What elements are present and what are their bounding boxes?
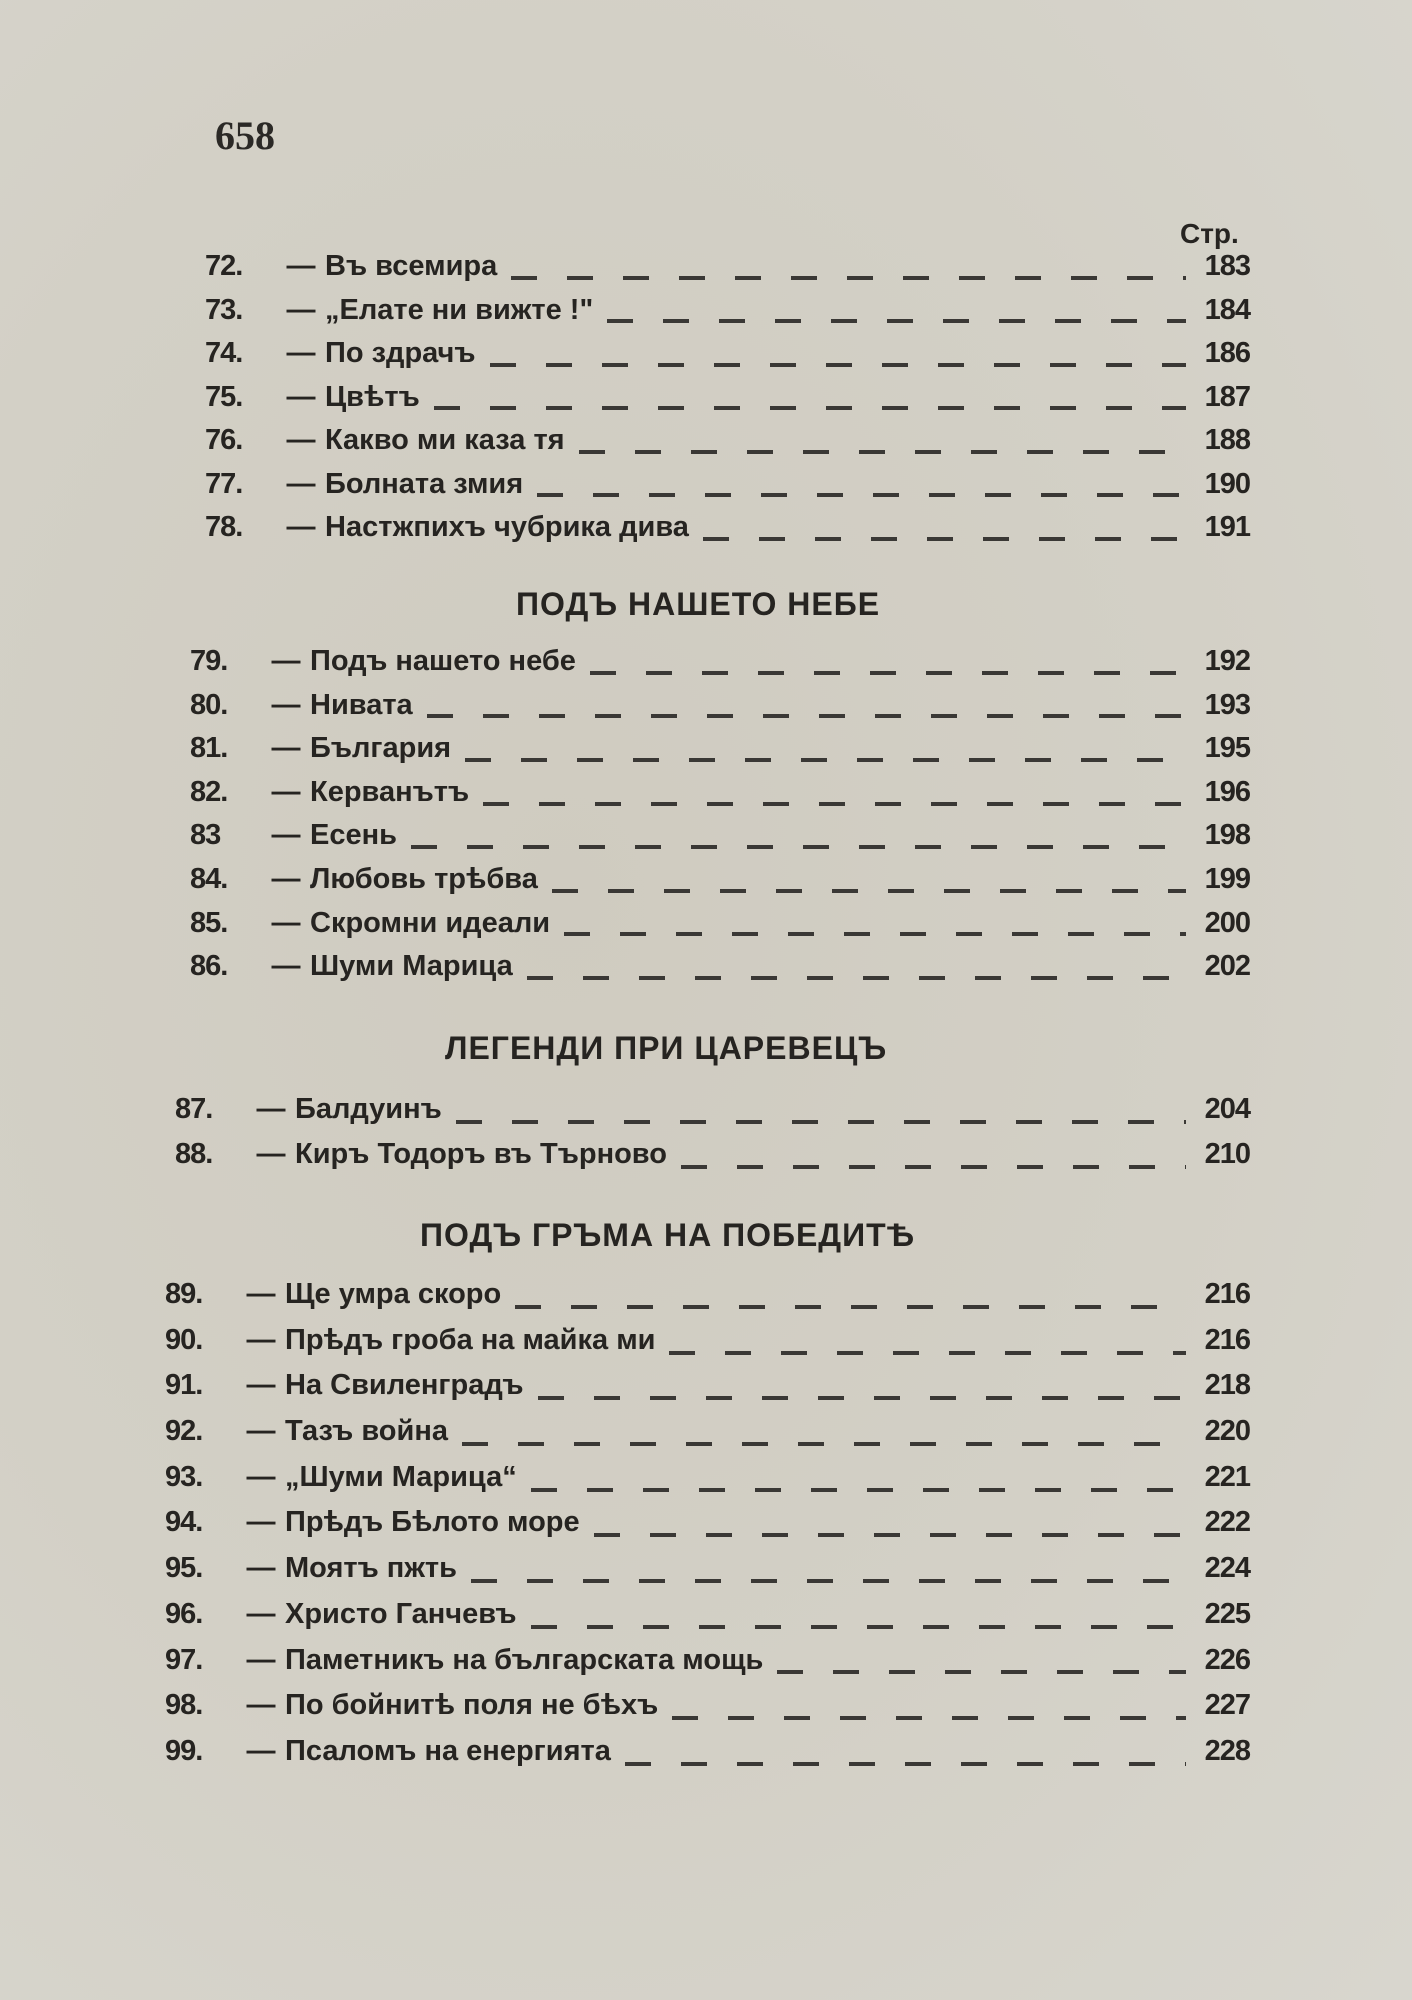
entry-page: 216: [1204, 1278, 1250, 1310]
dot-leader: [515, 1305, 1186, 1309]
dot-leader: [462, 1442, 1186, 1446]
entry-title: Прѣдъ гроба на майка ми: [285, 1323, 656, 1356]
dash-separator: —: [246, 1323, 276, 1356]
dot-leader: [483, 802, 1186, 806]
entry-title: „Елате ни вижте !": [325, 293, 594, 326]
entry-title: Настжпихъ чубрика дива: [325, 511, 689, 543]
dash-separator: —: [286, 337, 316, 369]
entry-title: Какво ми каза тя: [325, 424, 565, 456]
toc-entry: [175, 1093, 1250, 1138]
dot-leader: [537, 493, 1186, 497]
dash-separator: —: [286, 250, 316, 282]
entry-number: 80.: [190, 688, 228, 721]
toc-section: [165, 1278, 1250, 1781]
entry-page: 226: [1204, 1643, 1250, 1676]
entry-page: 193: [1204, 688, 1250, 721]
entry-number: 83: [190, 819, 221, 852]
entry-page: 210: [1204, 1138, 1250, 1170]
dash-separator: —: [286, 293, 316, 326]
entry-number: 95.: [165, 1552, 203, 1585]
entry-title: Тазъ война: [285, 1415, 448, 1448]
entry-number: 73.: [205, 293, 243, 326]
dash-separator: —: [271, 819, 301, 852]
entry-number: 90.: [165, 1323, 203, 1356]
toc-entry: [205, 250, 1250, 294]
toc-entry: [205, 294, 1250, 338]
page-column-label: Стр.: [1180, 218, 1239, 249]
dash-separator: —: [286, 380, 316, 413]
dot-leader: [490, 363, 1186, 367]
dot-leader: [471, 1579, 1186, 1583]
dot-leader: [511, 276, 1186, 280]
dot-leader: [594, 1533, 1186, 1537]
entry-page: 227: [1204, 1689, 1250, 1722]
entry-title: Болната змия: [325, 467, 524, 500]
entry-page: 202: [1204, 950, 1250, 983]
entry-title: Подъ нашето небе: [310, 645, 576, 677]
dot-leader: [411, 845, 1186, 849]
entry-page: 225: [1204, 1597, 1250, 1630]
entry-page: 199: [1204, 862, 1250, 895]
dot-leader: [456, 1120, 1186, 1124]
entry-number: 81.: [190, 732, 228, 765]
entry-page: 187: [1204, 380, 1250, 413]
entry-page: 186: [1204, 337, 1250, 369]
toc-entry: [165, 1598, 1250, 1644]
dash-separator: —: [246, 1689, 276, 1722]
entry-title: Псаломъ на енергията: [285, 1734, 611, 1767]
dash-separator: —: [246, 1597, 276, 1630]
dash-separator: —: [271, 775, 301, 808]
dash-separator: —: [271, 906, 301, 939]
dash-separator: —: [286, 511, 316, 543]
dot-leader: [777, 1670, 1186, 1674]
entry-title: На Свиленградъ: [285, 1369, 524, 1402]
toc-entry: [165, 1278, 1250, 1324]
toc-entry: [190, 776, 1250, 820]
dot-leader: [427, 714, 1186, 718]
entry-number: 85.: [190, 906, 228, 939]
dash-separator: —: [256, 1093, 286, 1125]
entry-title: Керванътъ: [310, 775, 470, 808]
entry-title: Любовь трѣбва: [310, 862, 538, 895]
entry-title: Балдуинъ: [295, 1093, 442, 1125]
dot-leader: [669, 1351, 1186, 1355]
dot-leader: [552, 889, 1186, 893]
toc-entry: [205, 424, 1250, 468]
toc-section: [175, 1093, 1250, 1183]
dash-separator: —: [246, 1552, 276, 1585]
entry-number: 75.: [205, 380, 243, 413]
entry-number: 96.: [165, 1597, 203, 1630]
entry-title: Прѣдъ Бѣлото море: [285, 1506, 580, 1539]
toc-entry: [165, 1644, 1250, 1690]
dot-leader: [625, 1762, 1186, 1766]
toc-entry: [190, 907, 1250, 951]
dash-separator: —: [246, 1415, 276, 1448]
toc-entry: [165, 1415, 1250, 1461]
toc-entry: [175, 1138, 1250, 1183]
entry-title: По бойнитѣ поля не бѣхъ: [285, 1689, 659, 1722]
toc-entry: [165, 1689, 1250, 1735]
section-heading: ПОДЪ ГРЪМА НА ПОБЕДИТѢ: [420, 1217, 916, 1253]
entry-title: По здрачъ: [325, 337, 476, 369]
dot-leader: [703, 537, 1186, 541]
dash-separator: —: [246, 1734, 276, 1767]
entry-number: 92.: [165, 1415, 203, 1448]
dot-leader: [531, 1625, 1186, 1629]
entry-title: Христо Ганчевъ: [285, 1597, 517, 1630]
toc-entry: [190, 819, 1250, 863]
page-number: 658: [215, 113, 275, 158]
dot-leader: [538, 1396, 1187, 1400]
dash-separator: —: [286, 424, 316, 456]
entry-number: 88.: [175, 1138, 213, 1170]
dash-separator: —: [246, 1278, 276, 1310]
toc-section: [205, 250, 1250, 555]
entry-title: Въ всемира: [325, 250, 498, 282]
entry-number: 78.: [205, 511, 243, 543]
entry-page: 221: [1204, 1460, 1250, 1493]
entry-page: 224: [1204, 1552, 1250, 1585]
dash-separator: —: [271, 732, 301, 765]
toc-entry: [205, 337, 1250, 381]
entry-title: Паметникъ на българската мощь: [285, 1643, 764, 1676]
entry-number: 84.: [190, 862, 228, 895]
entry-number: 87.: [175, 1093, 213, 1125]
entry-number: 91.: [165, 1369, 203, 1402]
dash-separator: —: [286, 467, 316, 500]
entry-title: Моятъ пжть: [285, 1552, 457, 1585]
entry-title: Киръ Тодоръ въ Търново: [295, 1138, 667, 1170]
entry-page: 220: [1204, 1415, 1250, 1448]
section-heading: ПОДЪ НАШЕТО НЕБЕ: [516, 586, 881, 622]
dash-separator: —: [271, 645, 301, 677]
dot-leader: [681, 1165, 1186, 1169]
toc-entry: [190, 863, 1250, 907]
dot-leader: [564, 932, 1186, 936]
entry-title: „Шуми Марица“: [285, 1460, 517, 1493]
toc-entry: [165, 1324, 1250, 1370]
entry-page: 216: [1204, 1323, 1250, 1356]
toc-entry: [205, 381, 1250, 425]
entry-number: 74.: [205, 337, 243, 369]
entry-number: 72.: [205, 250, 243, 282]
toc-entry: [205, 511, 1250, 555]
dash-separator: —: [271, 950, 301, 983]
entry-page: 218: [1204, 1369, 1250, 1402]
toc-entry: [190, 950, 1250, 994]
dot-leader: [590, 671, 1186, 675]
dot-leader: [531, 1488, 1186, 1492]
toc-entry: [165, 1369, 1250, 1415]
entry-page: 188: [1204, 424, 1250, 456]
entry-number: 98.: [165, 1689, 203, 1722]
toc-entry: [165, 1552, 1250, 1598]
entry-page: 228: [1204, 1734, 1250, 1767]
entry-page: 200: [1204, 906, 1250, 939]
entry-page: 196: [1204, 775, 1250, 808]
entry-page: 192: [1204, 645, 1250, 677]
toc-entry: [165, 1735, 1250, 1781]
dot-leader: [527, 976, 1186, 980]
entry-number: 79.: [190, 645, 228, 677]
dot-leader: [465, 758, 1186, 762]
entry-number: 94.: [165, 1506, 203, 1539]
entry-page: 195: [1204, 732, 1250, 765]
dash-separator: —: [246, 1369, 276, 1402]
toc-section: [190, 645, 1250, 994]
entry-number: 86.: [190, 950, 228, 983]
toc-entry: [165, 1461, 1250, 1507]
entry-page: 191: [1204, 511, 1250, 543]
toc-entry: [190, 732, 1250, 776]
dot-leader: [607, 319, 1186, 323]
dot-leader: [672, 1716, 1186, 1720]
dash-separator: —: [256, 1138, 286, 1170]
dot-leader: [434, 406, 1186, 410]
entry-number: 76.: [205, 424, 243, 456]
entry-page: 204: [1204, 1093, 1250, 1125]
dash-separator: —: [246, 1460, 276, 1493]
entry-title: Шуми Марица: [310, 950, 513, 983]
entry-page: 183: [1204, 250, 1250, 282]
entry-number: 99.: [165, 1734, 203, 1767]
toc-entry: [165, 1506, 1250, 1552]
entry-number: 97.: [165, 1643, 203, 1676]
dash-separator: —: [271, 688, 301, 721]
entry-number: 77.: [205, 467, 243, 500]
entry-number: 89.: [165, 1278, 203, 1310]
entry-page: 198: [1204, 819, 1250, 852]
entry-title: Цвѣтъ: [325, 380, 420, 413]
dash-separator: —: [271, 862, 301, 895]
entry-title: Скромни идеали: [310, 906, 551, 939]
toc-entry: [205, 468, 1250, 512]
dash-separator: —: [246, 1506, 276, 1539]
entry-title: България: [310, 732, 452, 765]
entry-title: Есень: [310, 819, 397, 852]
entry-page: 222: [1204, 1506, 1250, 1539]
toc-entry: [190, 689, 1250, 733]
dot-leader: [579, 450, 1186, 454]
entry-number: 82.: [190, 775, 228, 808]
dash-separator: —: [246, 1643, 276, 1676]
entry-title: Нивата: [310, 688, 413, 721]
section-heading: ЛЕГЕНДИ ПРИ ЦАРЕВЕЦЪ: [445, 1030, 888, 1066]
toc-entry: [190, 645, 1250, 689]
entry-page: 190: [1204, 467, 1250, 500]
entry-number: 93.: [165, 1460, 203, 1493]
entry-title: Ще умра скоро: [285, 1278, 502, 1310]
entry-page: 184: [1204, 293, 1250, 326]
